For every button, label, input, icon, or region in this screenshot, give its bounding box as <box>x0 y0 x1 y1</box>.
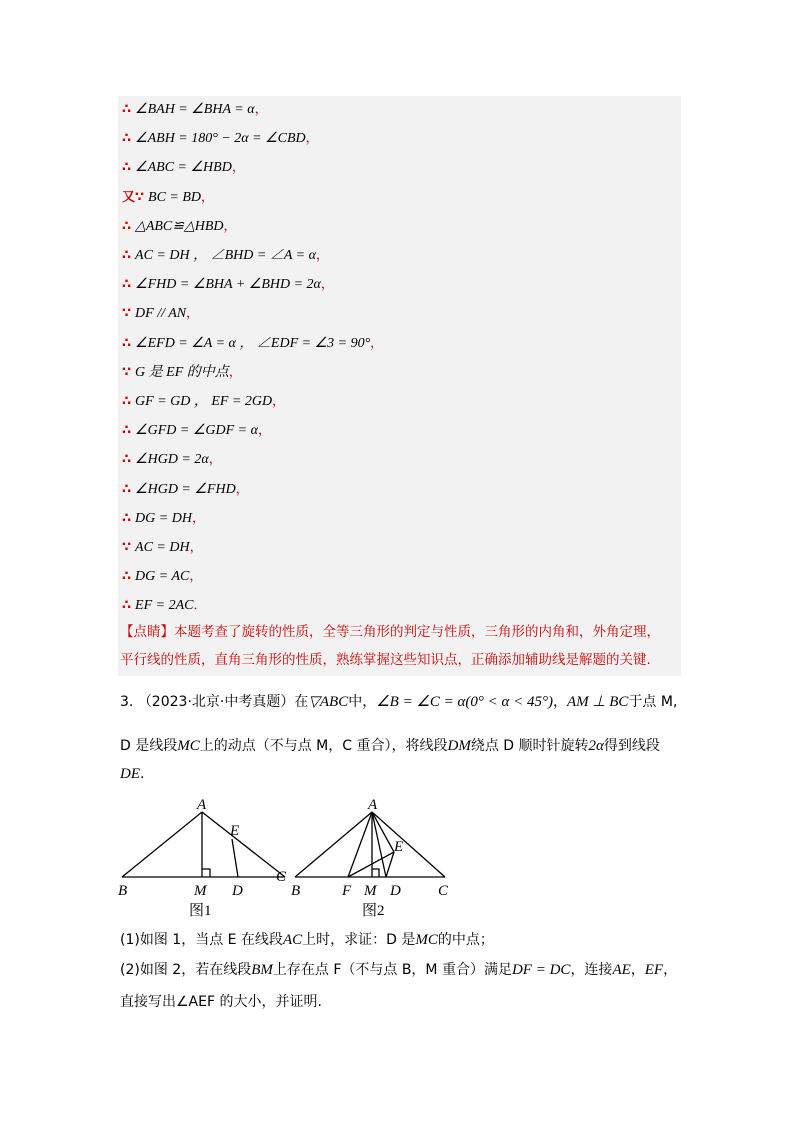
solution-expression: ∠EFD = ∠A = α ， ∠EDF = ∠3 = 90° <box>135 335 371 351</box>
logic-symbol: ∴ <box>122 335 132 351</box>
solution-line <box>122 419 271 443</box>
problem-line-2 <box>120 736 690 756</box>
p2c: 绕点 D 顺时针旋转 <box>470 738 589 754</box>
q2-bm: BM <box>251 962 273 978</box>
solution-expression: DG = DH <box>135 510 192 526</box>
logic-symbol: 又∵ <box>122 189 145 205</box>
q1b: 上时，求证：D 是 <box>302 932 416 948</box>
fig1-label-b: B <box>118 883 128 899</box>
figures <box>0 795 800 925</box>
solution-punct: ， <box>189 540 203 555</box>
question-1 <box>120 930 690 950</box>
key-point-note <box>120 618 680 674</box>
solution-line <box>122 215 237 239</box>
problem-comma: ， <box>553 694 568 710</box>
solution-punct: ． <box>193 598 207 614</box>
solution-punct: ， <box>315 248 329 263</box>
logic-symbol: ∴ <box>122 423 132 439</box>
fig2-label-e: E <box>394 839 404 855</box>
solution-punct: ， <box>272 394 286 409</box>
solution-punct: ， <box>186 306 200 322</box>
q2b: 上存在点 F（不与点 B，M 重合）满足 <box>272 962 512 978</box>
solution-line <box>122 594 207 618</box>
solution-punct: ， <box>370 335 384 351</box>
logic-symbol: ∴ <box>122 481 132 497</box>
logic-symbol: ∴ <box>122 277 132 293</box>
solution-expression: ∠FHD = ∠BHA + ∠BHD = 2α <box>135 277 321 293</box>
fig1-label-m: M <box>194 883 207 899</box>
fig1-side-ab <box>122 812 202 877</box>
seg-de: DE <box>120 766 140 782</box>
two-alpha: 2α <box>588 738 604 754</box>
fig2-label-b: B <box>291 883 301 899</box>
solution-expression: ∠HGD = 2α <box>135 452 209 468</box>
solution-expression: EF = 2AC <box>135 598 194 614</box>
fig2-label-f: F <box>342 883 352 899</box>
fig2-label-d: D <box>390 883 401 899</box>
note-line-1: 【点睛】本题考查了旋转的性质，全等三角形的判定与性质，三角形的内角和，外角定理， <box>120 624 660 640</box>
note-line-2: 平行线的性质，直角三角形的性质，熟练掌握这些知识点，正确添加辅助线是解题的关键. <box>120 652 651 668</box>
logic-symbol: ∴ <box>122 598 132 614</box>
q2-ef: EF <box>644 962 664 978</box>
fig1-right-angle <box>202 869 210 877</box>
logic-symbol: ∴ <box>122 218 132 234</box>
solution-punct: ， <box>231 160 245 176</box>
solution-expression: ∠BAH = ∠BHA = α <box>135 102 255 117</box>
q2-ae: AE <box>612 962 631 978</box>
solution-expression: ∠HGD = ∠FHD <box>135 481 236 497</box>
angle-condition: ∠B = ∠C = α(0° < α < 45°) <box>376 694 554 710</box>
q1-mc: MC <box>415 932 438 948</box>
fig2-label-m: M <box>364 883 377 899</box>
solution-line <box>122 98 268 122</box>
q1-ac: AC <box>282 932 303 948</box>
solution-block <box>118 96 681 676</box>
logic-symbol: ∴ <box>122 131 132 147</box>
solution-expression: △ABC≌△HBD <box>135 218 224 234</box>
solution-line <box>122 273 334 297</box>
problem-line-3 <box>120 764 690 784</box>
fig2-side-ac <box>372 812 445 877</box>
logic-symbol: ∴ <box>122 160 132 176</box>
fig2-caption: 图2 <box>362 903 385 919</box>
solution-punct: ， <box>228 364 242 380</box>
fig1-label-c: C <box>276 869 287 885</box>
problem-mid: 中， <box>348 694 377 710</box>
q3: 直接写出∠AEF 的大小，并证明. <box>120 994 322 1010</box>
solution-line <box>122 186 214 210</box>
solution-expression: AC = DH ， ∠BHD = ∠A = α <box>135 248 316 263</box>
solution-punct: ， <box>254 102 268 117</box>
solution-expression: G 是 EF 的中点 <box>135 364 229 380</box>
q2e: ， <box>663 962 678 978</box>
figure-2 <box>295 812 445 877</box>
question-2-cont <box>120 992 690 1012</box>
solution-punct: ， <box>235 481 249 497</box>
q1c: 的中点； <box>437 932 494 948</box>
fig1-seg-de <box>232 839 238 877</box>
question-2 <box>120 960 690 980</box>
logic-symbol: ∴ <box>122 510 132 526</box>
solution-line <box>122 507 205 531</box>
seg-mc: MC <box>177 738 200 754</box>
solution-punct: ， <box>320 277 334 293</box>
solution-expression: BC = BD <box>148 189 202 205</box>
figure-1 <box>122 812 285 877</box>
q2d: ， <box>630 962 645 978</box>
logic-symbol: ∵ <box>122 306 132 322</box>
q1a: (1)如图 1，当点 E 在线段 <box>120 932 283 948</box>
problem-source: （2023·北京·中考真题）在 <box>137 694 309 710</box>
problem-statement <box>120 692 690 712</box>
seg-dm: DM <box>447 738 471 754</box>
logic-symbol: ∴ <box>122 452 132 468</box>
solution-line <box>122 536 203 560</box>
solution-expression: ∠ABC = ∠HBD <box>135 160 232 176</box>
solution-line <box>122 390 285 414</box>
logic-symbol: ∴ <box>122 569 132 585</box>
solution-line <box>122 448 222 472</box>
solution-line <box>122 361 242 385</box>
fig1-label-d: D <box>232 883 243 899</box>
solution-line <box>122 332 383 356</box>
logic-symbol: ∵ <box>122 364 132 380</box>
fig1-label-e: E <box>230 823 240 839</box>
solution-punct: ， <box>305 131 319 147</box>
solution-line <box>122 565 202 589</box>
solution-expression: GF = GD ， EF = 2GD <box>135 394 273 409</box>
fig1-caption: 图1 <box>189 903 212 919</box>
solution-punct: ， <box>201 189 215 205</box>
triangle-abc: ▽ABC <box>308 694 349 710</box>
solution-line <box>122 156 245 180</box>
solution-expression: AC = DH <box>135 540 190 555</box>
solution-expression: DG = AC <box>135 569 190 585</box>
solution-line <box>122 302 199 326</box>
logic-symbol: ∴ <box>122 102 132 117</box>
logic-symbol: ∴ <box>122 248 132 263</box>
perpendicular: AM ⊥ BC <box>567 694 629 710</box>
solution-punct: ， <box>257 423 271 439</box>
solution-punct: ， <box>191 510 205 526</box>
p2d: 得到线段 <box>603 738 660 754</box>
p2a: D 是线段 <box>120 738 178 754</box>
fig2-seg-ae <box>372 812 394 852</box>
solution-punct: ， <box>208 452 222 468</box>
problem-number: 3. <box>120 694 134 710</box>
fig1-side-ac <box>202 812 285 877</box>
p2b: 上的动点（不与点 M，C 重合），将线段 <box>199 738 448 754</box>
solution-expression: DF // AN <box>135 306 187 322</box>
fig2-right-angle <box>372 869 379 877</box>
solution-expression: ∠GFD = ∠GDF = α <box>135 423 258 439</box>
fig1-label-a: A <box>197 797 207 813</box>
logic-symbol: ∴ <box>122 394 132 409</box>
fig2-label-a: A <box>368 797 378 813</box>
p-period: . <box>140 766 145 782</box>
solution-line <box>122 244 329 268</box>
problem-foot: 于点 M, <box>628 694 678 710</box>
q2a: (2)如图 2，若在线段 <box>120 962 252 978</box>
solution-line <box>122 478 249 502</box>
solution-line <box>122 127 319 151</box>
solution-expression: ∠ABH = 180° − 2α = ∠CBD <box>135 131 306 147</box>
solution-punct: ， <box>223 218 237 234</box>
fig2-label-c: C <box>438 883 449 899</box>
q2c: ，连接 <box>570 962 613 978</box>
logic-symbol: ∵ <box>122 540 132 555</box>
q2-cond: DF = DC <box>511 962 571 978</box>
solution-punct: ， <box>189 569 203 585</box>
